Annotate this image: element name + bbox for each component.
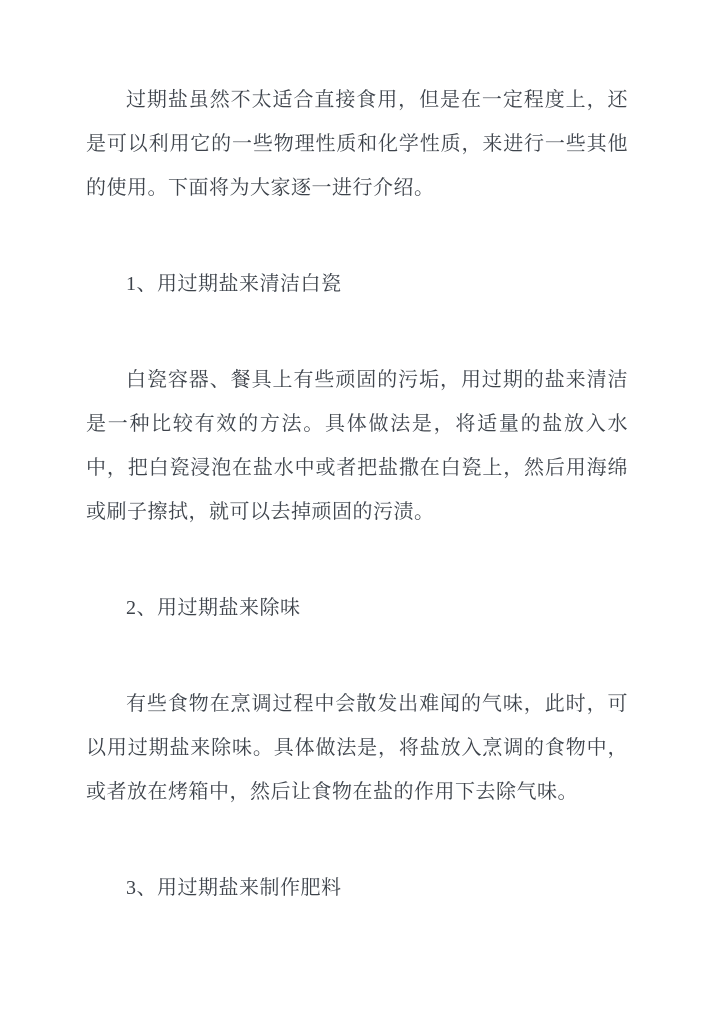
section-1-heading: 1、用过期盐来清洁白瓷 — [126, 273, 342, 295]
section-2-paragraph: 有些食物在烹调过程中会散发出难闻的气味，此时，可以用过期盐来除味。具体做法是，将盐放入烹调的食物中，或者放在烤箱中，然后让食物在盐的作用下去除气味。 — [86, 693, 628, 803]
section-3-heading: 3、用过期盐来制作肥料 — [126, 877, 342, 899]
section-1-paragraph: 白瓷容器、餐具上有些顽固的污垢，用过期的盐来清洁是一种比较有效的方法。具体做法是，将适量的盐放入水中，把白瓷浸泡在盐水中或者把盐撒在白瓷上，然后用海绵或刷子擦拭，就可以去掉顽固的污渍。 — [86, 369, 628, 523]
intro-paragraph: 过期盐虽然不太适合直接食用，但是在一定程度上，还是可以利用它的一些物理性质和化学性质，来进行一些其他的使用。下面将为大家逐一进行介绍。 — [86, 89, 628, 199]
section-2-heading: 2、用过期盐来除味 — [126, 597, 301, 619]
